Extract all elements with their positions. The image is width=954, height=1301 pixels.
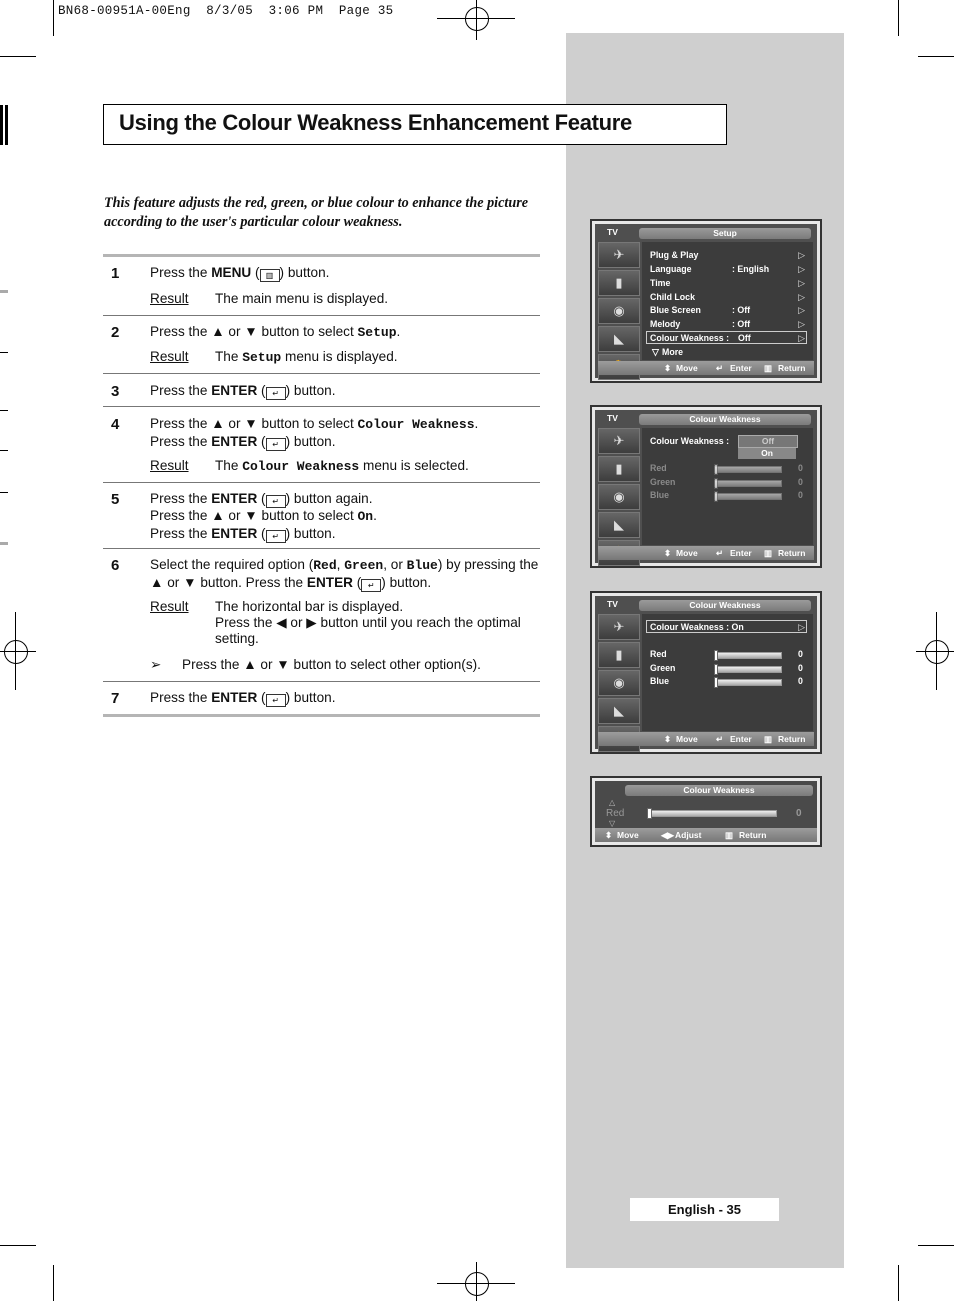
green-value: 0 — [798, 477, 803, 487]
result-label: Result — [150, 291, 189, 306]
green-value: 0 — [798, 663, 803, 673]
page-number: English - 35 — [630, 1198, 779, 1221]
menu-value: : Off — [732, 319, 751, 329]
menu-item[interactable]: Melody — [650, 319, 681, 329]
step-text: Press the ENTER ( ↵ ) button. — [150, 383, 336, 398]
crop-mark — [918, 1245, 954, 1246]
colour-label[interactable]: Red — [650, 649, 667, 659]
channel-icon: ◣ — [598, 512, 640, 538]
arrow-right-icon: ▷ — [798, 333, 805, 343]
channel-icon: ◣ — [598, 326, 640, 352]
rule — [103, 315, 540, 316]
registration-line — [916, 651, 954, 652]
side-icons — [598, 428, 640, 545]
menu-item[interactable]: Language — [650, 264, 692, 274]
arrow-right-icon: ▷ — [798, 250, 805, 260]
menu-list — [642, 242, 813, 360]
tv-screen-red-adjust — [590, 776, 822, 847]
return-icon: ▥ — [725, 830, 734, 840]
colour-label[interactable]: Blue — [650, 676, 670, 686]
move-icon: ⬍ — [664, 363, 672, 373]
more-arrow-icon: ▽ — [652, 347, 659, 357]
enter-icon: ↵ — [716, 548, 724, 558]
enter-hint: Enter — [730, 548, 752, 558]
screen-title: Setup — [639, 228, 811, 239]
side-icons — [598, 614, 640, 731]
screen-footer — [595, 828, 817, 842]
colour-label: Blue — [650, 490, 670, 500]
channel-icon: ◣ — [598, 698, 640, 724]
adjust-hint: Adjust — [675, 830, 702, 840]
picture-icon: ▮ — [598, 270, 640, 296]
adjust-bar[interactable] — [647, 810, 777, 817]
blue-knob — [714, 491, 718, 502]
up-arrow-icon: △ — [609, 798, 616, 807]
registration-mark — [465, 7, 489, 31]
result-text: The Setup menu is displayed. — [215, 349, 398, 365]
result-label: Result — [150, 599, 189, 614]
antenna-icon: ✈ — [598, 242, 640, 268]
margin-tick — [0, 290, 8, 293]
step-text: Press the ENTER ( ↵ ) button. — [150, 690, 336, 705]
red-value: 0 — [798, 649, 803, 659]
crop-mark — [918, 56, 954, 57]
move-icon: ⬍ — [605, 830, 613, 840]
margin-tick — [0, 542, 8, 545]
arrow-right-icon: ▷ — [798, 292, 805, 302]
rule — [103, 681, 540, 682]
screen-title: Colour Weakness — [639, 414, 811, 425]
step-text: Select the required option (Red, Green, or Blue) by pressing the ▲ or ▼ button. Press the ENTER ( ↵ ) button. — [150, 557, 539, 590]
menu-item[interactable]: Colour Weakness : On — [650, 622, 744, 632]
move-hint: Move — [617, 830, 639, 840]
rule — [103, 254, 540, 257]
menu-icon: ▥ — [260, 269, 280, 282]
sound-icon: ◉ — [598, 298, 640, 324]
step-text: Press the ▲ or ▼ button to select Colour Weakness. Press the ENTER ( ↵ ) button. — [150, 416, 479, 449]
crop-mark — [0, 56, 36, 57]
step-number: 3 — [111, 383, 120, 400]
crop-mark — [53, 0, 54, 36]
arrow-right-icon: ▷ — [798, 278, 805, 288]
red-knob — [714, 464, 718, 475]
move-hint: Move — [676, 734, 698, 744]
tv-screen-setup — [590, 219, 822, 383]
menu-value: : English — [732, 264, 770, 274]
adjust-label: Red — [606, 808, 625, 819]
step-number: 1 — [111, 265, 120, 282]
screen-footer — [598, 732, 814, 746]
option-off[interactable]: Off — [738, 435, 798, 448]
enter-icon: ↵ — [716, 363, 724, 373]
return-icon: ▥ — [764, 363, 773, 373]
screen-title: Colour Weakness — [639, 600, 811, 611]
crop-mark — [898, 0, 899, 36]
rule — [103, 714, 540, 717]
green-bar[interactable] — [714, 666, 782, 673]
result-label: Result — [150, 458, 189, 473]
arrow-right-icon: ▷ — [798, 622, 805, 632]
crop-mark — [53, 1265, 54, 1301]
enter-hint: Enter — [730, 363, 752, 373]
result-label: Result — [150, 349, 189, 364]
move-icon: ⬍ — [664, 734, 672, 744]
blue-bar — [714, 493, 782, 500]
result-text: The horizontal bar is displayed. Press the ◀ or ▶ button until you reach the optimal setting. — [215, 599, 521, 646]
tv-screen-colour-weakness-on — [590, 591, 822, 754]
enter-icon: ↵ — [266, 694, 286, 707]
step-text: Press the MENU ( ▥ ) button. — [150, 265, 330, 280]
red-knob[interactable] — [714, 650, 718, 661]
margin-tick — [0, 492, 8, 493]
blue-bar[interactable] — [714, 679, 782, 686]
registration-mark — [925, 640, 949, 664]
rule — [103, 373, 540, 374]
enter-icon: ↵ — [266, 387, 286, 400]
margin-tick — [0, 352, 8, 353]
return-icon: ▥ — [764, 734, 773, 744]
crop-mark — [0, 1245, 36, 1246]
enter-hint: Enter — [730, 734, 752, 744]
registration-line — [0, 651, 36, 652]
sound-icon: ◉ — [598, 670, 640, 696]
step-number: 2 — [111, 324, 120, 341]
enter-icon: ↵ — [361, 579, 381, 592]
crop-mark — [898, 1265, 899, 1301]
result-text: The main menu is displayed. — [215, 291, 389, 306]
enter-icon: ↵ — [266, 438, 286, 451]
margin-tick — [0, 450, 8, 451]
return-icon: ▥ — [764, 548, 773, 558]
screen-footer — [598, 546, 814, 560]
side-bar — [3, 105, 5, 145]
menu-value: Off — [738, 333, 751, 343]
step-number: 6 — [111, 557, 120, 574]
menu-list — [642, 614, 813, 731]
green-knob — [714, 478, 718, 489]
move-hint: Move — [676, 548, 698, 558]
more-item[interactable]: More — [662, 347, 684, 357]
picture-icon: ▮ — [598, 642, 640, 668]
antenna-icon: ✈ — [598, 428, 640, 454]
menu-item[interactable]: Plug & Play — [650, 250, 699, 260]
registration-line — [476, 0, 477, 40]
return-hint: Return — [778, 548, 806, 558]
colour-label: Red — [650, 463, 667, 473]
step-number: 5 — [111, 491, 120, 508]
sound-icon: ◉ — [598, 484, 640, 510]
move-hint: Move — [676, 363, 698, 373]
tv-label: TV — [607, 413, 618, 423]
tv-screen-colour-weakness-select — [590, 405, 822, 568]
note-arrow-icon: ➢ — [150, 657, 162, 672]
registration-line — [476, 1262, 477, 1301]
colour-label[interactable]: Green — [650, 663, 676, 673]
adjust-value: 0 — [796, 808, 802, 819]
step-number: 4 — [111, 416, 120, 433]
enter-icon: ↵ — [716, 734, 724, 744]
menu-value: : Off — [732, 305, 751, 315]
menu-item[interactable]: Colour Weakness : — [650, 436, 730, 446]
colour-label: Green — [650, 477, 676, 487]
return-hint: Return — [778, 363, 806, 373]
enter-icon: ↵ — [266, 495, 286, 508]
option-on[interactable]: On — [738, 448, 796, 459]
arrow-right-icon: ▷ — [798, 319, 805, 329]
tv-label: TV — [607, 227, 618, 237]
adjust-knob[interactable] — [647, 808, 652, 819]
page-title: Using the Colour Weakness Enhancement Feature — [119, 110, 632, 135]
menu-item[interactable]: Colour Weakness : — [650, 333, 730, 343]
return-hint: Return — [739, 830, 767, 840]
step-text: Press the ENTER ( ↵ ) button again. Press the ▲ or ▼ button to select On. Press the ENTER ( ↵ ) button. — [150, 491, 377, 541]
red-bar[interactable] — [714, 652, 782, 659]
blue-value: 0 — [798, 676, 803, 686]
rule — [103, 482, 540, 483]
step-text: Press the ▲ or ▼ button to select Setup. — [150, 324, 401, 340]
result-text: The Colour Weakness menu is selected. — [215, 458, 469, 474]
print-header: BN68-00951A-00Eng 8/3/05 3:06 PM Page 35 — [58, 4, 394, 18]
picture-icon: ▮ — [598, 456, 640, 482]
return-hint: Return — [778, 734, 806, 744]
side-icons — [598, 242, 640, 360]
adjust-icon: ◀▶ — [661, 830, 675, 840]
screen-title: Colour Weakness — [625, 785, 813, 796]
red-value: 0 — [798, 463, 803, 473]
enter-icon: ↵ — [266, 530, 286, 543]
step-number: 7 — [111, 690, 120, 707]
intro-text: This feature adjusts the red, green, or blue colour to enhance the picture according to the user's particular colour weakness. — [104, 195, 529, 230]
blue-knob[interactable] — [714, 677, 718, 688]
registration-mark — [465, 1272, 489, 1296]
rule — [103, 406, 540, 407]
blue-value: 0 — [798, 490, 803, 500]
green-bar — [714, 480, 782, 487]
rule — [103, 548, 540, 549]
antenna-icon: ✈ — [598, 614, 640, 640]
menu-item[interactable]: Child Lock — [650, 292, 695, 302]
menu-list — [642, 428, 813, 545]
down-arrow-icon: ▽ — [609, 819, 616, 828]
screen-footer — [598, 361, 814, 375]
arrow-right-icon: ▷ — [798, 264, 805, 274]
green-knob[interactable] — [714, 664, 718, 675]
registration-mark — [4, 640, 28, 664]
tv-label: TV — [607, 599, 618, 609]
note-text: Press the ▲ or ▼ button to select other option(s). — [182, 657, 481, 672]
move-icon: ⬍ — [664, 548, 672, 558]
menu-item[interactable]: Time — [650, 278, 671, 288]
red-bar — [714, 466, 782, 473]
menu-item[interactable]: Blue Screen — [650, 305, 701, 315]
arrow-right-icon: ▷ — [798, 305, 805, 315]
margin-tick — [0, 410, 8, 411]
